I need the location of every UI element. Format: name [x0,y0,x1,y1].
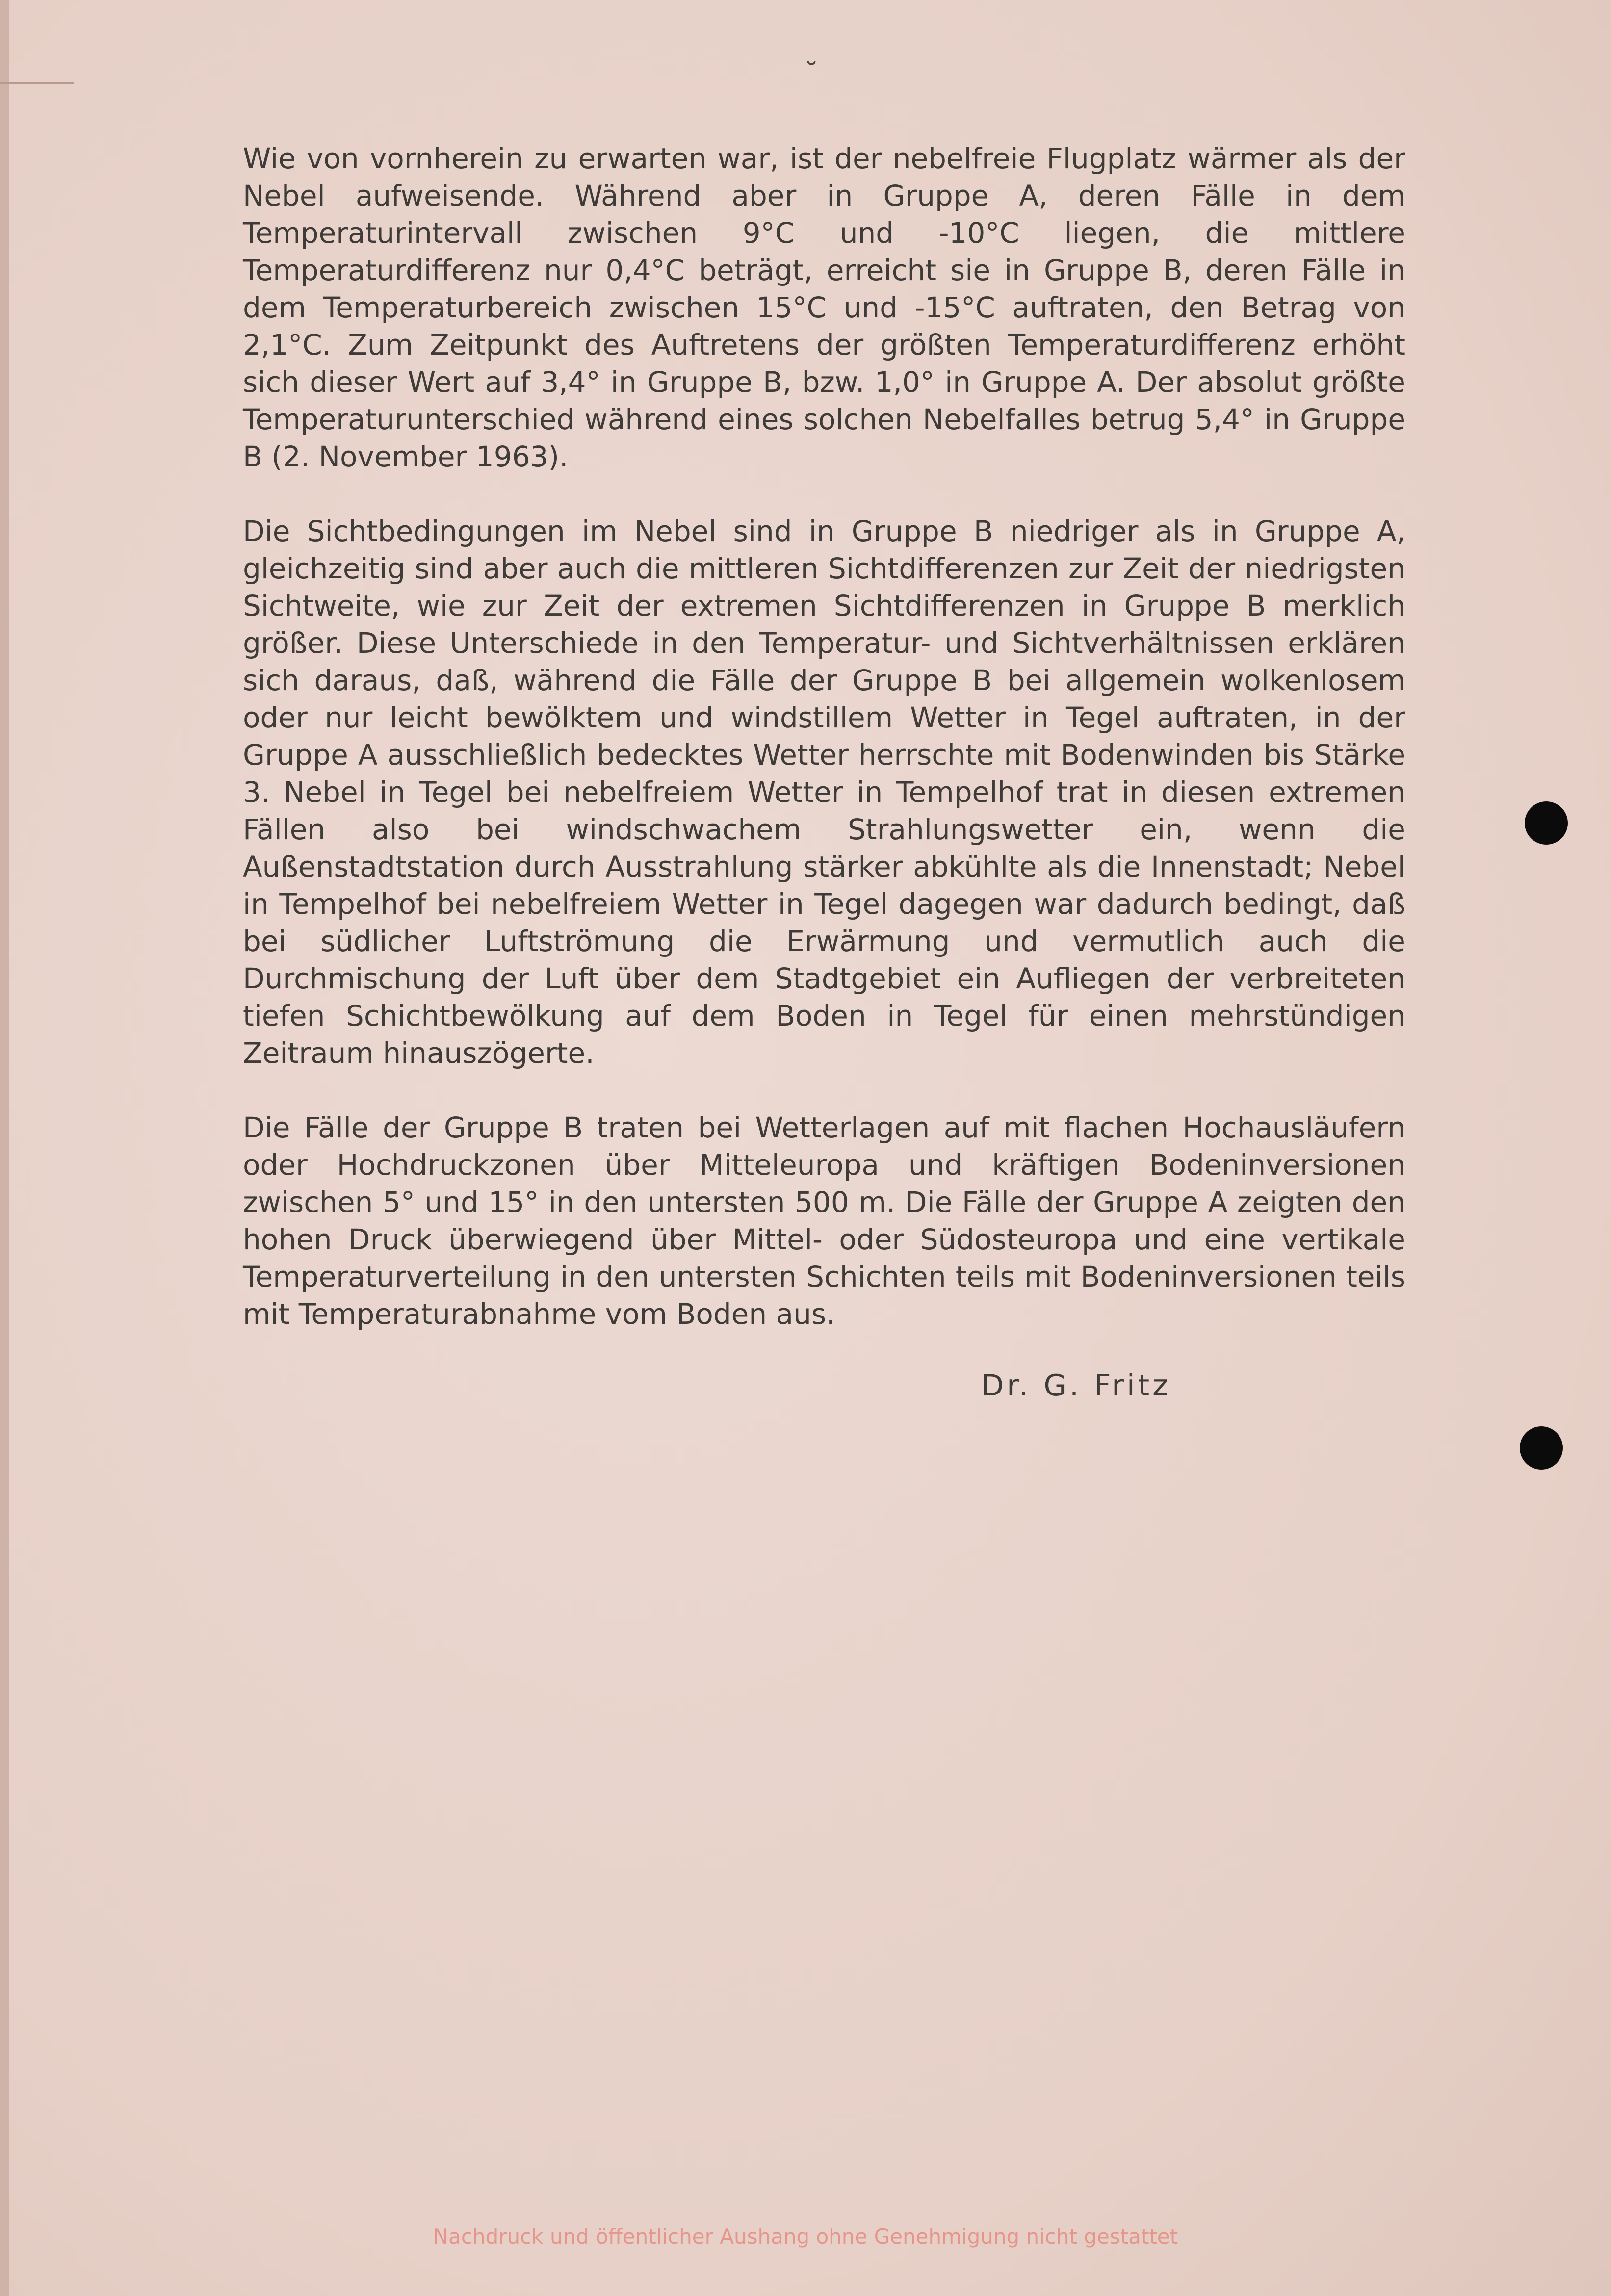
punch-hole-upper [1525,801,1568,845]
body-text [243,140,1405,1370]
paragraph-weather-situations: Die Fälle der Gruppe B traten bei Wetterlagen auf mit flachen Hochausläufern oder Hochdruckzonen über Mitteleuropa und kräftigen Bodeninversionen zwischen 5° und 15° in den untersten 500 m. Die Fälle der Gruppe A zeigten den hohen Druck überwiegend über Mittel- oder Südosteuropa und eine vertikale Temperaturverteilung in den untersten Schichten teils mit Bodeninversionen teils mit Temperaturabnahme vom Boden aus. [243,1111,1405,1331]
paper-edge [0,0,9,2296]
paragraph-visibility: Die Sichtbedingungen im Nebel sind in Gruppe B niedriger als in Gruppe A, gleichzeitig sind aber auch die mittleren Sichtdifferenzen zur Zeit der niedrigsten Sichtweite, wie zur Zeit der extremen Sichtdifferenzen in Gruppe B merklich größer. Diese Unterschiede in den Temperatur- und Sichtverhältnissen erklären sich daraus, daß, während die Fälle der Gruppe B bei allgemein wolkenlosem oder nur leicht bewölktem und windstillem Wetter in Tegel auftraten, in der Gruppe A ausschließlich bedecktes Wetter herrschte mit Bodenwinden bis Stärke 3. Nebel in Tegel bei nebelfreiem Wetter in Tempelhof trat in diesen extremen Fällen also bei windschwachem Strahlungswetter ein, wenn die Außenstadtstation durch Ausstrahlung stärker abkühlte als die Innenstadt; Nebel in Tempelhof bei nebelfreiem Wetter in Tegel dagegen war dadurch bedingt, daß bei südlicher Luftströmung die Erwärmung und vermutlich auch die Durchmischung der Luft über dem Stadtgebiet ein Aufliegen der verbreiteten tiefen Schichtbewölkung auf dem Boden in Tegel für einen mehrstündigen Zeitraum hinauszögerte. [243,515,1405,1070]
paragraph-temperature: Wie von vornherein zu erwarten war, ist der nebelfreie Flugplatz wärmer als der Nebel aufweisende. Während aber in Gruppe A, deren Fälle in dem Temperaturintervall zwischen 9°C und -10°C liegen, die mittlere Temperaturdifferenz nur 0,4°C beträgt, erreicht sie in Gruppe B, deren Fälle in dem Temperaturbereich zwischen 15°C und -15°C auftraten, den Betrag von 2,1°C. Zum Zeitpunkt des Auftretens der größten Temperaturdifferenz erhöht sich dieser Wert auf 3,4° in Gruppe B, bzw. 1,0° in Gruppe A. Der absolut größte Temperaturunterschied während eines solchen Nebelfalles betrug 5,4° in Gruppe B (2. November 1963). [243,142,1405,473]
punch-hole-lower [1520,1426,1563,1470]
author-signature: Dr. G. Fritz [981,1368,1171,1403]
edge-mark [0,82,74,84]
reprint-notice: Nachdruck und öffentlicher Aushang ohne Genehmigung nicht gestattet [433,2224,1178,2248]
page-number: ˘ [805,58,818,90]
